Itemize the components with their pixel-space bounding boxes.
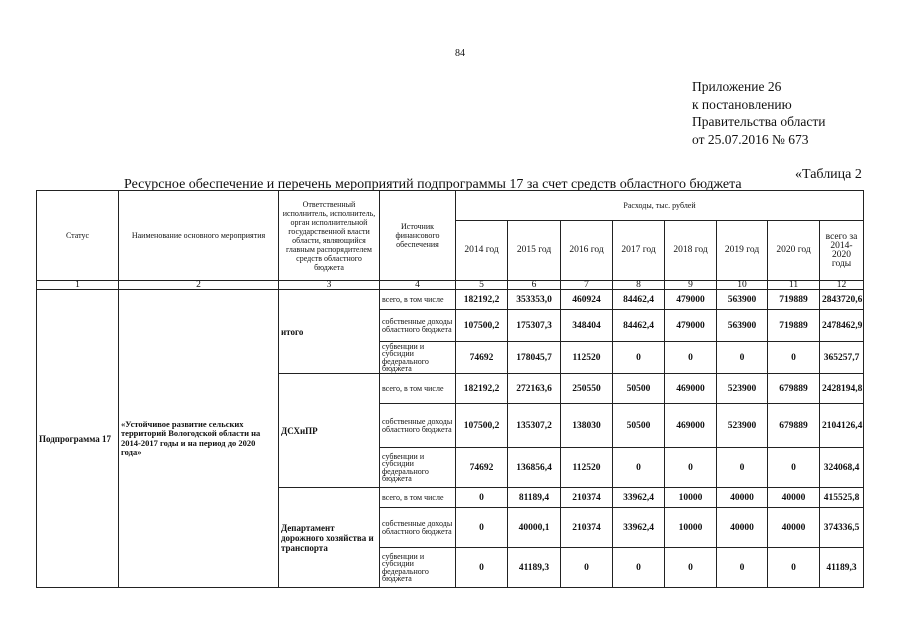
column-number: 6: [508, 281, 561, 290]
column-number: 8: [613, 281, 665, 290]
value-cell: 2478462,9: [820, 310, 864, 342]
value-cell: 81189,4: [508, 488, 561, 508]
value-cell: 112520: [561, 342, 613, 374]
appendix-line-4: от 25.07.2016 № 673: [692, 131, 809, 147]
header-status: Статус: [37, 191, 119, 281]
value-cell: 469000: [665, 374, 717, 404]
value-cell: 0: [665, 448, 717, 488]
appendix-line-3: Правительства области: [692, 114, 826, 129]
executor-cell: ДСХиПР: [279, 374, 380, 488]
appendix-line-1: Приложение 26: [692, 79, 782, 94]
value-cell: 353353,0: [508, 290, 561, 310]
value-cell: 0: [768, 342, 820, 374]
value-cell: 0: [717, 548, 768, 588]
value-cell: 374336,5: [820, 508, 864, 548]
value-cell: 210374: [561, 508, 613, 548]
value-cell: 84462,4: [613, 310, 665, 342]
appendix-block: [692, 78, 825, 148]
column-number: 12: [820, 281, 864, 290]
value-cell: 40000,1: [508, 508, 561, 548]
source-cell: всего, в том числе: [380, 290, 456, 310]
value-cell: 135307,2: [508, 404, 561, 448]
value-cell: 563900: [717, 290, 768, 310]
source-cell: субвенции и субсидии федерального бюджета: [380, 342, 456, 374]
header-source: Источник финансового обеспечения: [380, 191, 456, 281]
value-cell: 679889: [768, 374, 820, 404]
column-number: 10: [717, 281, 768, 290]
value-cell: 40000: [717, 508, 768, 548]
value-cell: 0: [717, 342, 768, 374]
source-cell: всего, в том числе: [380, 374, 456, 404]
value-cell: 415525,8: [820, 488, 864, 508]
column-number: 3: [279, 281, 380, 290]
value-cell: 0: [665, 548, 717, 588]
value-cell: 0: [613, 448, 665, 488]
value-cell: 679889: [768, 404, 820, 448]
header-executor: Ответственный исполнитель, исполнитель, орган исполнительной государственной власти области, являющийся главным распорядителем средств областного бюджета: [279, 191, 380, 281]
header-year: всего за 2014-2020 годы: [820, 221, 864, 281]
appendix-line-2: к постановлению: [692, 96, 792, 112]
value-cell: 50500: [613, 404, 665, 448]
column-number: 1: [37, 281, 119, 290]
source-cell: субвенции и субсидии федерального бюджета: [380, 548, 456, 588]
value-cell: 460924: [561, 290, 613, 310]
value-cell: 182192,2: [456, 374, 508, 404]
value-cell: 74692: [456, 342, 508, 374]
value-cell: 563900: [717, 310, 768, 342]
executor-cell: Департамент дорожного хозяйства и транспорта: [279, 488, 380, 588]
value-cell: 74692: [456, 448, 508, 488]
value-cell: 41189,3: [820, 548, 864, 588]
page-title: Ресурсное обеспечение и перечень мероприятий подпрограммы 17 за счет средств областного бюджета: [124, 177, 742, 192]
value-cell: 84462,4: [613, 290, 665, 310]
value-cell: 182192,2: [456, 290, 508, 310]
value-cell: 0: [613, 548, 665, 588]
value-cell: 324068,4: [820, 448, 864, 488]
source-cell: собственные доходы областного бюджета: [380, 310, 456, 342]
header-year: 2017 год: [613, 221, 665, 281]
value-cell: 0: [717, 448, 768, 488]
status-cell: Подпрограмма 17: [37, 290, 119, 588]
table-row: [37, 290, 864, 310]
value-cell: 348404: [561, 310, 613, 342]
value-cell: 40000: [717, 488, 768, 508]
value-cell: 479000: [665, 290, 717, 310]
value-cell: 138030: [561, 404, 613, 448]
header-year: 2015 год: [508, 221, 561, 281]
value-cell: 50500: [613, 374, 665, 404]
column-number: 2: [119, 281, 279, 290]
value-cell: 2104126,4: [820, 404, 864, 448]
header-year: 2014 год: [456, 221, 508, 281]
header-year: 2018 год: [665, 221, 717, 281]
column-number: 7: [561, 281, 613, 290]
value-cell: 250550: [561, 374, 613, 404]
header-year: 2016 год: [561, 221, 613, 281]
column-number: 11: [768, 281, 820, 290]
value-cell: 0: [456, 488, 508, 508]
value-cell: 210374: [561, 488, 613, 508]
header-year: 2020 год: [768, 221, 820, 281]
source-cell: собственные доходы областного бюджета: [380, 404, 456, 448]
value-cell: 0: [613, 342, 665, 374]
value-cell: 0: [561, 548, 613, 588]
value-cell: 178045,7: [508, 342, 561, 374]
value-cell: 10000: [665, 488, 717, 508]
value-cell: 0: [768, 548, 820, 588]
source-cell: субвенции и субсидии федерального бюджета: [380, 448, 456, 488]
header-event: Наименование основного мероприятия: [119, 191, 279, 281]
event-name-cell: «Устойчивое развитие сельских территорий Вологодской области на 2014-2017 годы и на период до 2020 года»: [119, 290, 279, 588]
value-cell: 479000: [665, 310, 717, 342]
value-cell: 0: [768, 448, 820, 488]
value-cell: 469000: [665, 404, 717, 448]
budget-table: [36, 190, 864, 588]
value-cell: 107500,2: [456, 310, 508, 342]
value-cell: 10000: [665, 508, 717, 548]
source-cell: всего, в том числе: [380, 488, 456, 508]
value-cell: 33962,4: [613, 508, 665, 548]
value-cell: 2843720,6: [820, 290, 864, 310]
header-year: 2019 год: [717, 221, 768, 281]
value-cell: 0: [456, 548, 508, 588]
value-cell: 40000: [768, 488, 820, 508]
header-expenses: Расходы, тыс. рублей: [456, 191, 864, 221]
value-cell: 719889: [768, 310, 820, 342]
value-cell: 2428194,8: [820, 374, 864, 404]
table-label: «Таблица 2: [795, 167, 862, 182]
value-cell: 365257,7: [820, 342, 864, 374]
executor-cell: итого: [279, 290, 380, 374]
source-cell: собственные доходы областного бюджета: [380, 508, 456, 548]
value-cell: 175307,3: [508, 310, 561, 342]
value-cell: 33962,4: [613, 488, 665, 508]
column-number: 5: [456, 281, 508, 290]
value-cell: 719889: [768, 290, 820, 310]
column-number: 9: [665, 281, 717, 290]
value-cell: 41189,3: [508, 548, 561, 588]
value-cell: 112520: [561, 448, 613, 488]
value-cell: 523900: [717, 374, 768, 404]
value-cell: 107500,2: [456, 404, 508, 448]
value-cell: 0: [665, 342, 717, 374]
value-cell: 136856,4: [508, 448, 561, 488]
page-number: 84: [455, 48, 465, 59]
value-cell: 523900: [717, 404, 768, 448]
value-cell: 272163,6: [508, 374, 561, 404]
value-cell: 40000: [768, 508, 820, 548]
value-cell: 0: [456, 508, 508, 548]
column-number: 4: [380, 281, 456, 290]
